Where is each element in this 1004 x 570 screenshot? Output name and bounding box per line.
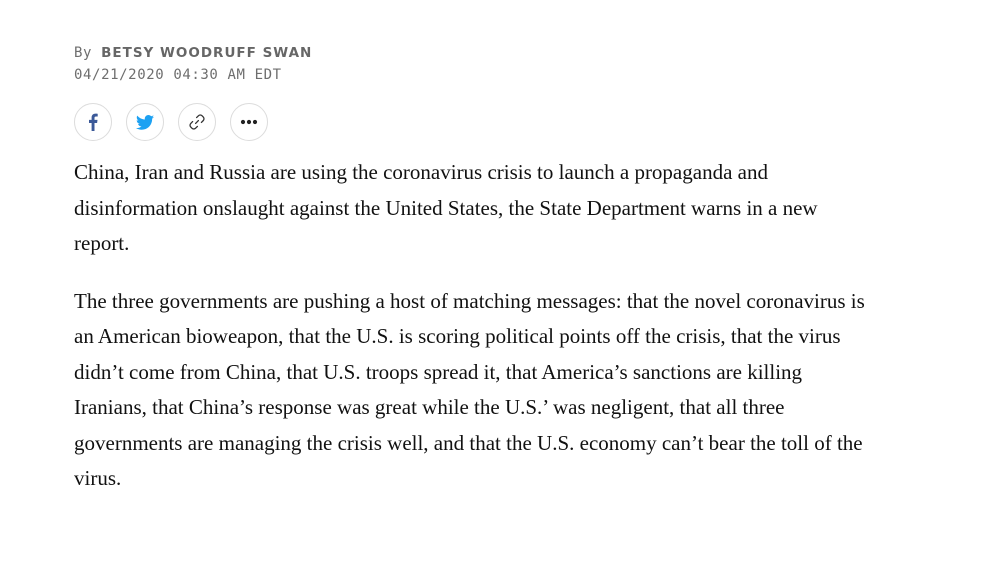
article-paragraph: The three governments are pushing a host of matching messages: that the novel coronavirus is an American bioweapon, that the U.S. is scoring political points off the crisis, that the virus didn’t come from China, that U.S. troops spread it, that America’s sanctions are killing Iranians, that China’s response was great while the U.S.’ was negligent, that all three governments are managing the crisis well, and that the U.S. economy can’t bear the toll of the virus. — [74, 288, 865, 490]
byline-prefix: By — [74, 45, 93, 61]
byline — [74, 42, 874, 64]
link-icon — [188, 113, 206, 131]
article-paragraph: China, Iran and Russia are using the coronavirus crisis to launch a propaganda and disinformation onslaught against the United States, the State Department warns in a new report. — [74, 160, 818, 255]
more-options-button[interactable] — [230, 103, 268, 141]
share-buttons — [74, 103, 874, 141]
twitter-icon — [136, 115, 154, 130]
share-twitter-button[interactable] — [126, 103, 164, 141]
author-link[interactable]: BETSY WOODRUFF SWAN — [101, 45, 313, 61]
share-facebook-button[interactable] — [74, 103, 112, 141]
more-icon — [240, 119, 258, 125]
copy-link-button[interactable] — [178, 103, 216, 141]
publish-datetime: 04/21/2020 04:30 AM EDT — [74, 67, 282, 83]
facebook-icon — [88, 113, 98, 131]
article — [74, 40, 874, 497]
